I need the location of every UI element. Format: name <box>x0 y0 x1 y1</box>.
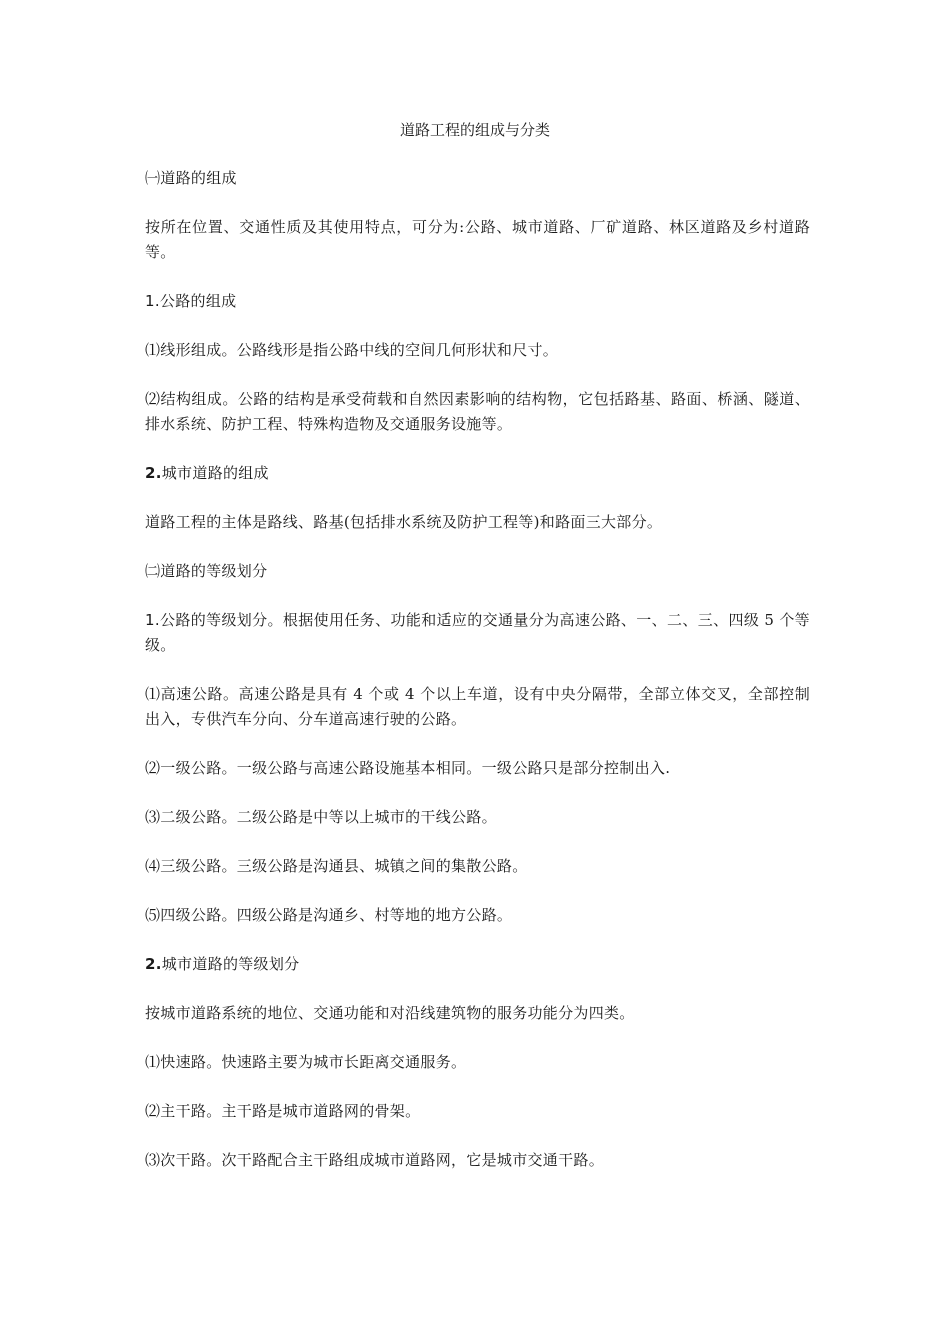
paragraph <box>145 1099 810 1124</box>
paragraph-text: ㈠道路的组成 <box>145 169 237 187</box>
paragraph <box>145 289 810 314</box>
paragraph-prefix: 2. <box>145 464 162 482</box>
paragraph-text: ⑴快速路。快速路主要为城市长距离交通服务。 <box>145 1053 467 1071</box>
paragraph-text: ⑸四级公路。四级公路是沟通乡、村等地的地方公路。 <box>145 906 513 924</box>
paragraph-text: ⑴线形组成。公路线形是指公路中线的空间几何形状和尺寸。 <box>145 341 559 359</box>
paragraph <box>145 166 810 191</box>
paragraph <box>145 387 810 437</box>
paragraph-text: 按城市道路系统的地位、交通功能和对沿线建筑物的服务功能分为四类。 <box>145 1004 635 1022</box>
paragraph-text: ⑶次干路。次干路配合主干路组成城市道路网，它是城市交通干路。 <box>145 1151 605 1169</box>
paragraph <box>145 510 810 535</box>
paragraph-text: 道路工程的主体是路线、路基(包括排水系统及防护工程等)和路面三大部分。 <box>145 513 663 531</box>
paragraph-text: 公路的等级划分。根据使用任务、功能和适应的交通量分为高速公路、一、二、三、四级 5 个等级。 <box>145 611 810 654</box>
paragraph <box>145 608 810 658</box>
paragraph-text: 城市道路的组成 <box>161 464 269 482</box>
paragraph-text: ⑵主干路。主干路是城市道路网的骨架。 <box>145 1102 421 1120</box>
paragraph <box>145 903 810 928</box>
document-body <box>145 166 810 1197</box>
paragraph-text: 公路的组成 <box>159 292 237 310</box>
paragraph-text: 按所在位置、交通性质及其使用特点，可分为:公路、城市道路、厂矿道路、林区道路及乡村道路等。 <box>145 218 810 261</box>
paragraph <box>145 682 810 732</box>
paragraph-text: 城市道路的等级划分 <box>161 955 300 973</box>
paragraph <box>145 1050 810 1075</box>
paragraph <box>145 559 810 584</box>
paragraph <box>145 952 810 977</box>
paragraph <box>145 805 810 830</box>
paragraph-text: ⑵结构组成。公路的结构是承受荷载和自然因素影响的结构物，它包括路基、路面、桥涵、隧道、排水系统、防护工程、特殊构造物及交通服务设施等。 <box>145 390 810 433</box>
paragraph-text: ㈡道路的等级划分 <box>145 562 268 580</box>
paragraph <box>145 854 810 879</box>
paragraph-text: ⑵一级公路。一级公路与高速公路设施基本相同。一级公路只是部分控制出入. <box>145 759 671 777</box>
document-title: 道路工程的组成与分类 <box>399 121 550 139</box>
paragraph-prefix: 2. <box>145 955 162 973</box>
paragraph <box>145 1001 810 1026</box>
paragraph-prefix: 1. <box>145 611 160 629</box>
paragraph-text: ⑶二级公路。二级公路是中等以上城市的干线公路。 <box>145 808 497 826</box>
paragraph <box>145 215 810 265</box>
paragraph-text: ⑴高速公路。高速公路是具有 4 个或 4 个以上车道，设有中央分隔带，全部立体交叉，全部控制出入，专供汽车分向、分车道高速行驶的公路。 <box>145 685 810 728</box>
paragraph <box>145 338 810 363</box>
paragraph <box>145 756 810 781</box>
paragraph-text: ⑷三级公路。三级公路是沟通县、城镇之间的集散公路。 <box>145 857 528 875</box>
paragraph-prefix: 1. <box>145 292 160 310</box>
paragraph <box>145 1148 810 1173</box>
paragraph <box>145 461 810 486</box>
